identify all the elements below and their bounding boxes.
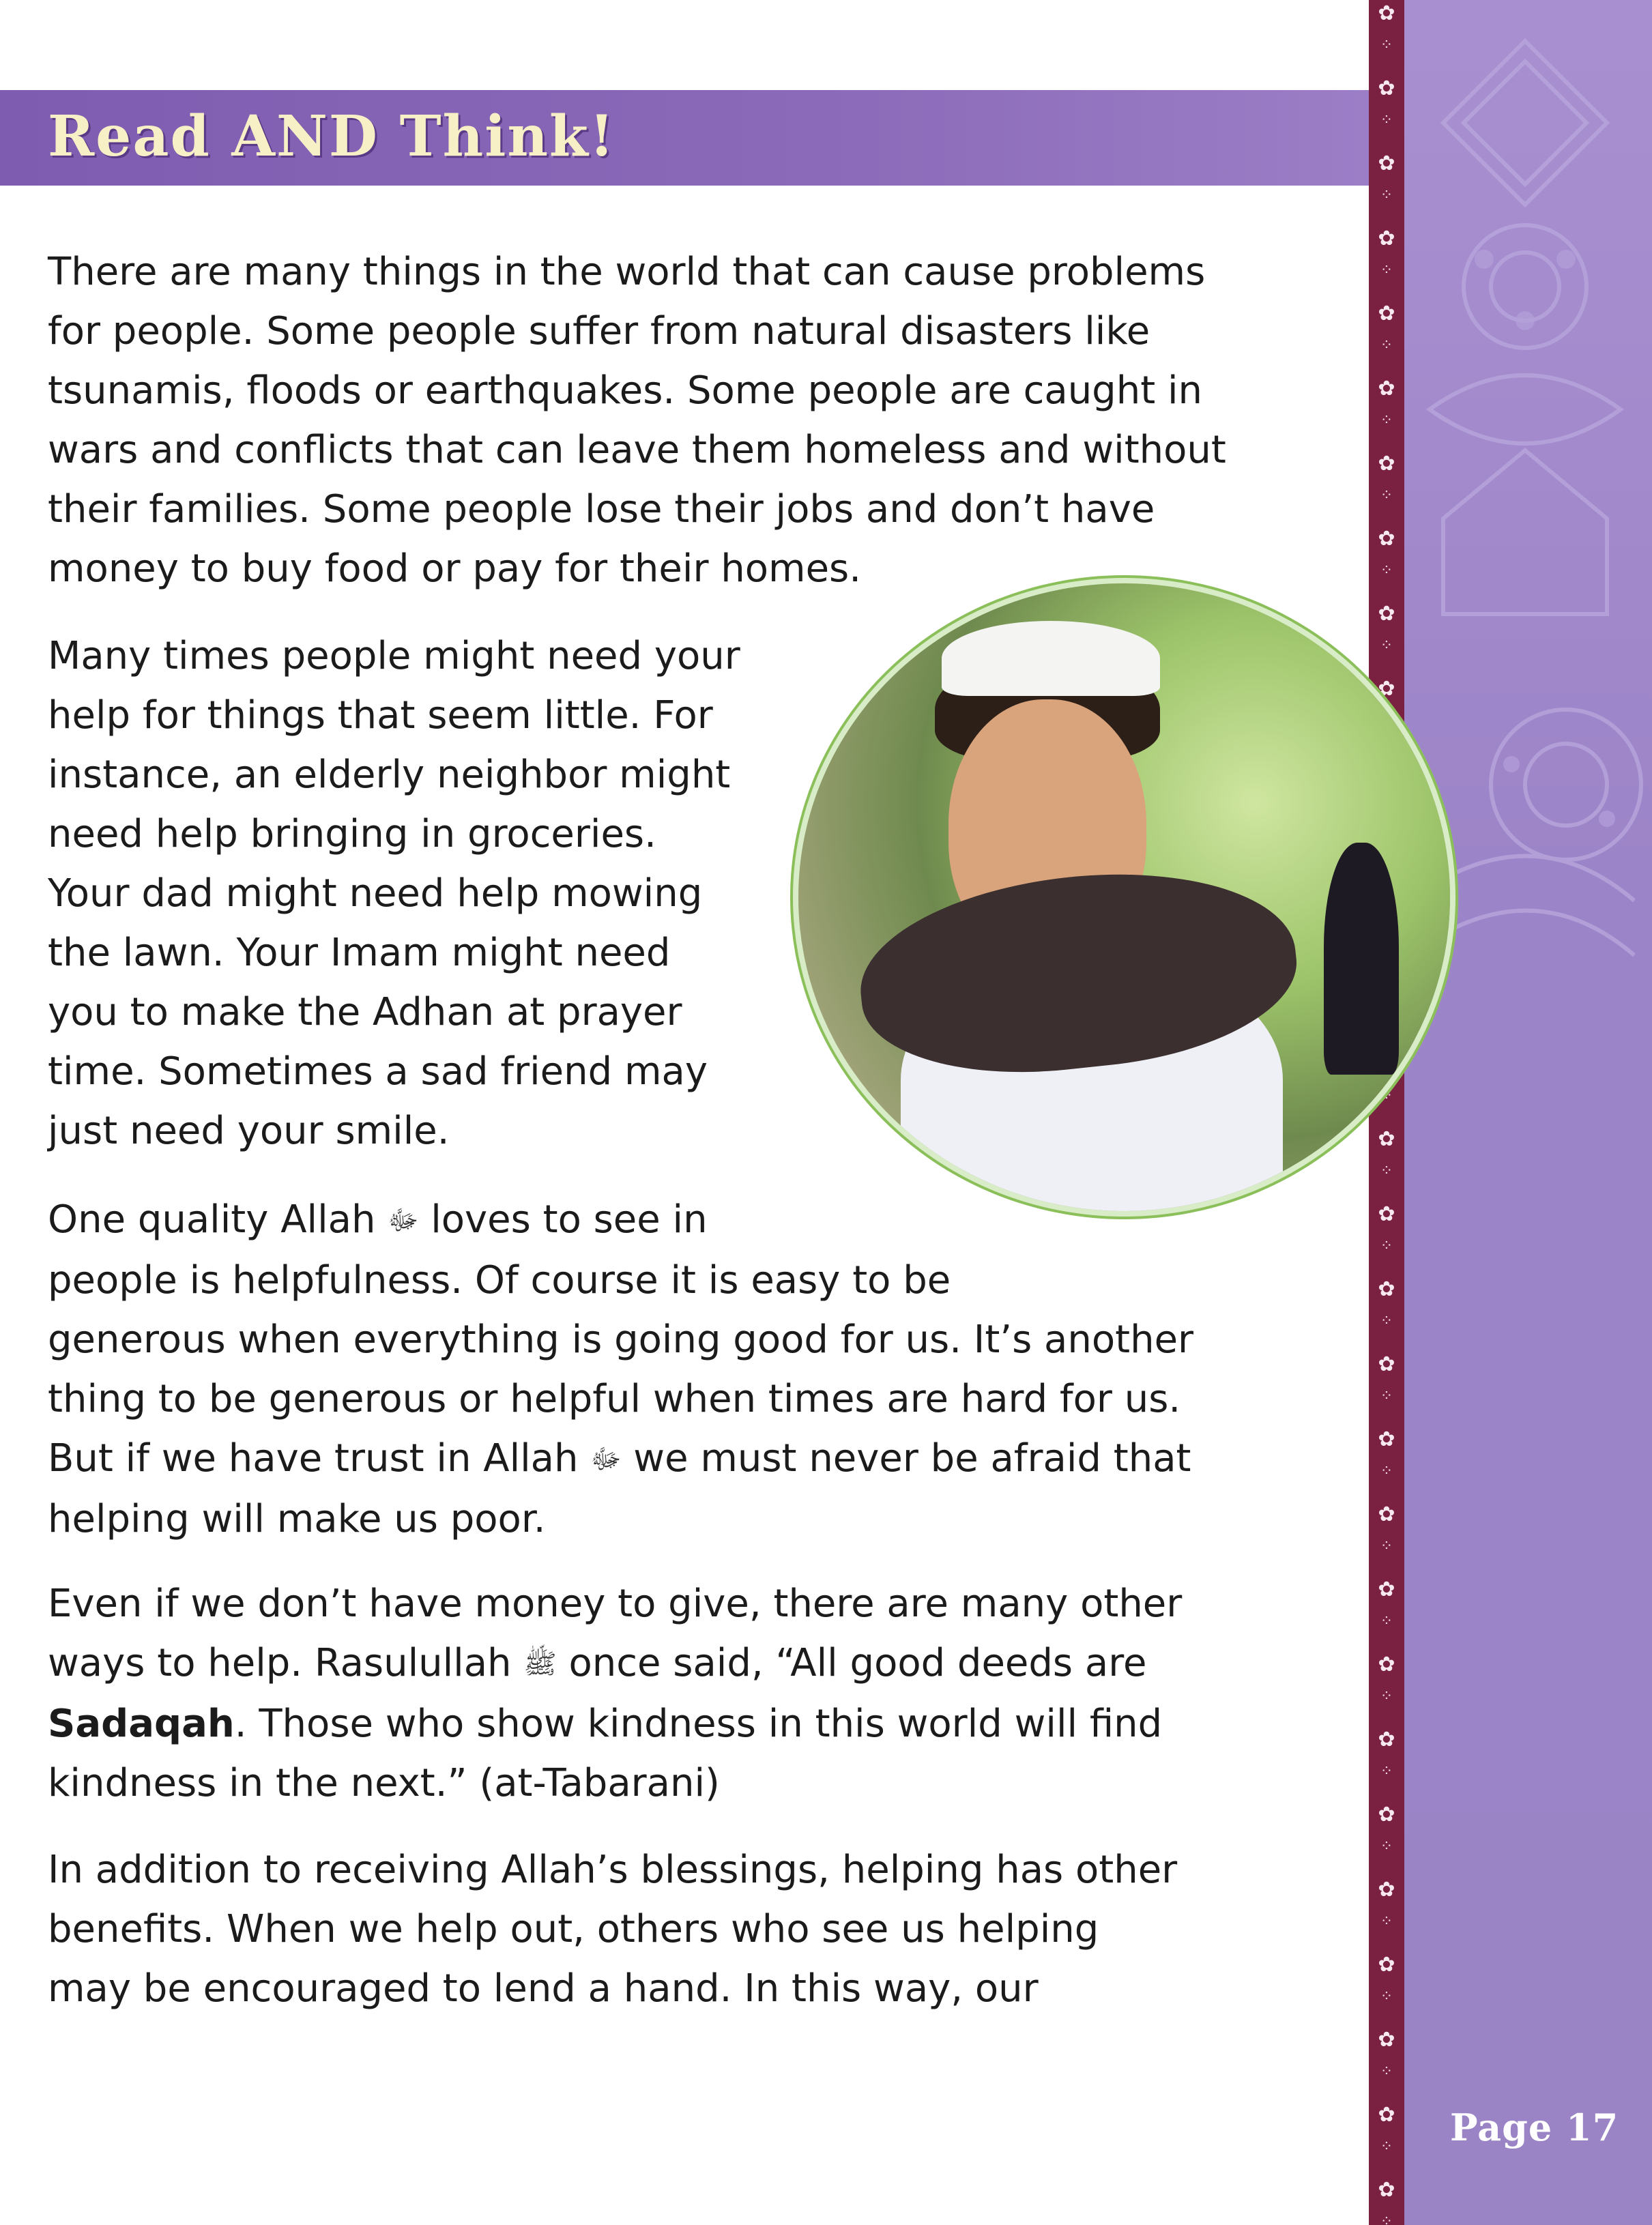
- boy-photo: [798, 583, 1450, 1211]
- text-line: [48, 1694, 1182, 1754]
- page-title: Read AND Think!: [48, 104, 615, 169]
- text-line: [48, 1633, 1182, 1694]
- text-fragment: loves to see in: [431, 1197, 708, 1242]
- paragraph-problems: [48, 242, 1226, 598]
- text-line: Even if we don’t have money to give, there are many other: [48, 1582, 1183, 1626]
- sadaqah-term: Sadaqah: [48, 1702, 235, 1746]
- text-line: just need your smile.: [48, 1109, 450, 1153]
- text-line: wars and conflicts that can leave them homeless and without: [48, 428, 1226, 472]
- floral-border-strip: ✿ ⁘ ✿ ⁘ ✿ ⁘ ✿ ⁘ ✿ ⁘ ✿ ⁘ ✿ ⁘ ✿ ⁘ ✿ ⁘ ✿ ⁘ ✿ ⁘ ✿ ⁘ ✿ ⁘ ✿ ⁘ ✿ ⁘ ✿ ⁘ ✿ ⁘ ✿ ⁘ ✿ ⁘ ✿ ⁘ ✿ ⁘ ✿ ⁘ ✿ ⁘ ✿ ⁘ ✿ ⁘: [1369, 0, 1404, 2225]
- text-line: [48, 1190, 1193, 1251]
- allah-honorific-icon: ﷻ: [590, 1444, 622, 1475]
- text-line: There are many things in the world that can cause problems: [48, 250, 1206, 294]
- text-line: may be encouraged to lend a hand. In this way, our: [48, 1966, 1039, 2011]
- text-line: helping will make us poor.: [48, 1497, 546, 1541]
- text-line: tsunamis, floods or earthquakes. Some people are caught in: [48, 368, 1203, 413]
- page-number: Page 17: [1450, 2106, 1619, 2149]
- text-line: need help bringing in groceries.: [48, 812, 656, 856]
- text-fragment: ways to help. Rasulullah: [48, 1641, 512, 1685]
- decorative-side-panel: [1402, 0, 1652, 2225]
- floral-pattern-decoration: [1402, 0, 1652, 2225]
- text-fragment: we must never be afraid that: [633, 1436, 1191, 1481]
- text-fragment: But if we have trust in Allah: [48, 1436, 579, 1481]
- text-fragment: once said, “All good deeds are: [568, 1641, 1147, 1685]
- text-line: you to make the Adhan at prayer: [48, 990, 682, 1034]
- title-banner: [0, 90, 1369, 186]
- text-fragment: . Those who show kindness in this world will find: [234, 1702, 1163, 1746]
- paragraph-small-help: [48, 626, 740, 1161]
- text-line: help for things that seem little. For: [48, 693, 713, 738]
- text-line: [48, 1429, 1193, 1489]
- text-line: generous when everything is going good for us. It’s another: [48, 1318, 1194, 1362]
- text-fragment: One quality Allah: [48, 1197, 376, 1242]
- text-line: money to buy food or pay for their homes.: [48, 547, 861, 591]
- text-line: people is helpfulness. Of course it is easy to be: [48, 1258, 951, 1303]
- background-child-figure: [1324, 843, 1399, 1075]
- text-line: Your dad might need help mowing: [48, 871, 703, 916]
- paragraph-benefits: [48, 1840, 1177, 2018]
- paragraph-helpfulness: [48, 1190, 1193, 1549]
- paragraph-sadaqah: [48, 1574, 1182, 1813]
- text-line: time. Sometimes a sad friend may: [48, 1049, 708, 1094]
- boy-cap: [942, 621, 1160, 696]
- text-line: instance, an elderly neighbor might: [48, 753, 731, 797]
- text-line: for people. Some people suffer from natural disasters like: [48, 309, 1150, 353]
- text-line: In addition to receiving Allah’s blessings, helping has other: [48, 1848, 1178, 1892]
- text-line: their families. Some people lose their jobs and don’t have: [48, 487, 1155, 532]
- text-line: Many times people might need your: [48, 634, 740, 678]
- allah-honorific-icon: ﷻ: [388, 1205, 419, 1236]
- text-line: kindness in the next.” (at-Tabarani): [48, 1761, 720, 1805]
- text-line: thing to be generous or helpful when times are hard for us.: [48, 1377, 1181, 1421]
- text-line: benefits. When we help out, others who see us helping: [48, 1907, 1099, 1951]
- text-line: the lawn. Your Imam might need: [48, 931, 671, 975]
- prophet-honorific-icon: ﷺ: [523, 1648, 557, 1680]
